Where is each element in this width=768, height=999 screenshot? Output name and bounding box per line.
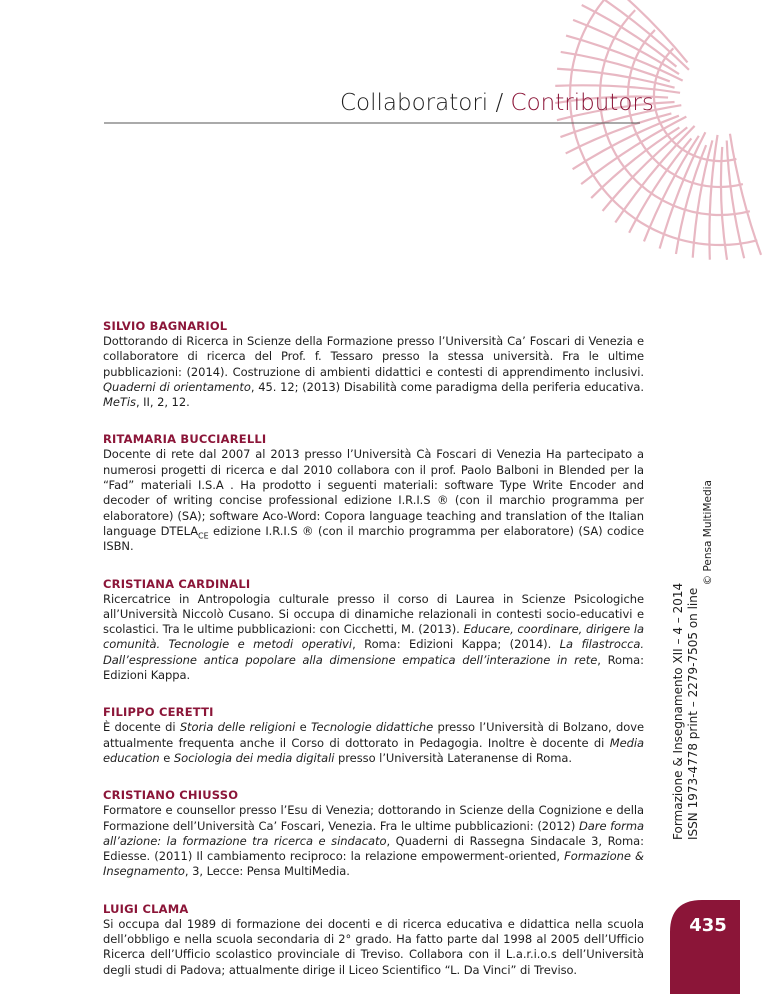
bio-text: , Roma: Edizioni Kappa; (2014). xyxy=(352,637,560,652)
contributor-bio xyxy=(103,334,644,410)
bio-italic-text: Tecnologie didattiche xyxy=(310,720,434,735)
bio-text: Docente di rete dal 2007 al 2013 presso l’Università Cà Foscari di Venezia Ha partecipato a numerosi progetti di ricerca e dal 2010 collabora con il prof. Paolo Balboni in Blended per la “Fad” materiali I.S.A . Ha prodotto i seguenti materiali: software Type Write Encoder and decoder of writing concise professional edizione I.R.I.S ® (con il marchio programma per elaboratore) (SA); software Aco-Word: Copora language teaching and translation of the Italian language DTELA xyxy=(103,447,644,538)
contributor-bio xyxy=(103,720,644,766)
shell-rib xyxy=(709,135,717,260)
bio-text: presso l’Università di Bolzano, dove attualmente frequenta anche il Corso di dottorato in Pedagogia. Inoltre è docente di xyxy=(103,720,644,750)
bio-text: Si occupa dal 1989 di formazione dei docenti e di ricerca educativa e didattica nella scuola dell’obbligo e nella scuola secondaria di 2° grado. Ha fatto parte dal 1998 al 2005 dell’Ufficio Ricerca dell’Ufficio scolastico provinciale di Treviso. Collabora con il L.a.r.i.o.s dell’Università degli studi di Padova; attualmente dirige il Liceo Scientifico “L. Da Vinci” di Treviso. xyxy=(103,916,644,977)
bio-italic-text: Storia delle religioni xyxy=(179,720,296,735)
contributor-name: CRISTIANO CHIUSSO xyxy=(103,788,239,803)
shell-rib xyxy=(591,127,679,198)
bio-text: presso l’Università Lateranense di Roma. xyxy=(334,750,573,765)
bio-italic-text: MeTis xyxy=(103,395,136,410)
bio-italic-text: Formazione & Insegnamento xyxy=(103,849,644,879)
bio-text: edizione I.R.I.S ® (con il marchio programma per elaboratore) (SA) codice ISBN. xyxy=(103,523,644,554)
bio-text: È docente di xyxy=(103,720,180,735)
issn-line: ISSN 1973-4778 print – 2279-7505 on line xyxy=(686,587,700,840)
contributor-entry xyxy=(103,576,644,684)
bio-text: , 3, Lecce: Pensa MultiMedia. xyxy=(184,864,350,879)
bio-text: , Roma: Edizioni Kappa. xyxy=(103,652,644,683)
contributor-name: SILVIO BAGNARIOL xyxy=(103,319,228,333)
title-separator: / xyxy=(488,90,511,116)
publisher-credit: © Pensa MultiMedia xyxy=(702,480,714,586)
contributor-name: CRISTIANA CARDINALI xyxy=(103,576,251,591)
bio-italic-text: Educare, coordinare, dirigere la comunità. Tecnologie e metodi operativi xyxy=(103,622,644,652)
contributor-bio xyxy=(103,592,644,684)
contributor-entry xyxy=(103,787,644,879)
bio-italic-text: La filastrocca. Dall’espressione antica popolare alla dimensione empatica dell’interazione in rete xyxy=(103,637,644,667)
bio-italic-text: Quaderni di orientamento xyxy=(103,379,251,394)
title-english: Contributors xyxy=(510,90,654,116)
contributor-name: LUIGI CLAMA xyxy=(103,901,189,916)
shell-rib xyxy=(730,134,761,255)
bio-text: , II, 2, 12. xyxy=(135,395,190,410)
bio-text: e xyxy=(159,750,174,765)
bio-italic-text: Dare forma all’azione: la formazione tra ricerca e sindacato xyxy=(103,818,644,848)
title-italian: Collaboratori xyxy=(340,90,489,116)
contributors-list xyxy=(103,318,644,999)
contributor-entry xyxy=(103,901,644,978)
bio-italic-text: Sociologia dei media digitali xyxy=(173,750,335,765)
journal-sidebar xyxy=(671,480,715,840)
bio-text: Formatore e counsellor presso l’Esu di Venezia; dottorando in Scienze della Cognizione e della Formazione dell’Università Ca’ Foscari, Venezia. Fra le ultime pubblicazioni: (2012) xyxy=(103,803,644,833)
bio-text: , Quaderni di Rassegna Sindacale 3, Roma: Ediesse. (2011) Il cambiamento reciproco: la relazione empowerment-oriented, xyxy=(103,833,644,864)
bio-text: CE xyxy=(198,531,209,541)
contributor-name: FILIPPO CERETTI xyxy=(103,705,214,720)
page-number: 435 xyxy=(689,915,727,936)
contributor-entry xyxy=(103,318,644,410)
contributor-bio xyxy=(103,917,644,978)
contributor-bio xyxy=(103,803,644,879)
shell-rib xyxy=(721,147,727,260)
page-title xyxy=(340,88,654,118)
bio-italic-text: Media education xyxy=(103,735,644,765)
contributor-entry xyxy=(103,704,644,766)
bio-text: Ricercatrice in Antropologia culturale presso il corso di Laurea in Scienze Psicologiche all’Università Niccolò Cusano. Si occupa di dinamiche relazionali in contesti socio-educativi e scolastici. Tra le ultime pubblicazioni: con Cicchetti, M. (2013). xyxy=(103,591,644,637)
contributor-entry xyxy=(103,431,644,554)
contributor-name: RITAMARIA BUCCIARELLI xyxy=(103,432,267,447)
bio-text: Dottorando di Ricerca in Scienze della Formazione presso l’Università Ca’ Foscari di Venezia e collaboratore di ricerca del Prof. f. Tessaro presso la stessa università. Fra le ultime pubblicazioni: (2014). Costruzione di ambienti didattici e contesti di apprendimento inclusivi. xyxy=(103,334,644,379)
journal-title: Formazione & Insegnamento XII – 4 – 2014 xyxy=(671,582,685,840)
bio-text: , 45. 12; (2013) Disabilità come paradigma della periferia educativa. xyxy=(250,379,644,394)
bio-text: e xyxy=(295,720,311,735)
contributor-bio xyxy=(103,447,644,554)
